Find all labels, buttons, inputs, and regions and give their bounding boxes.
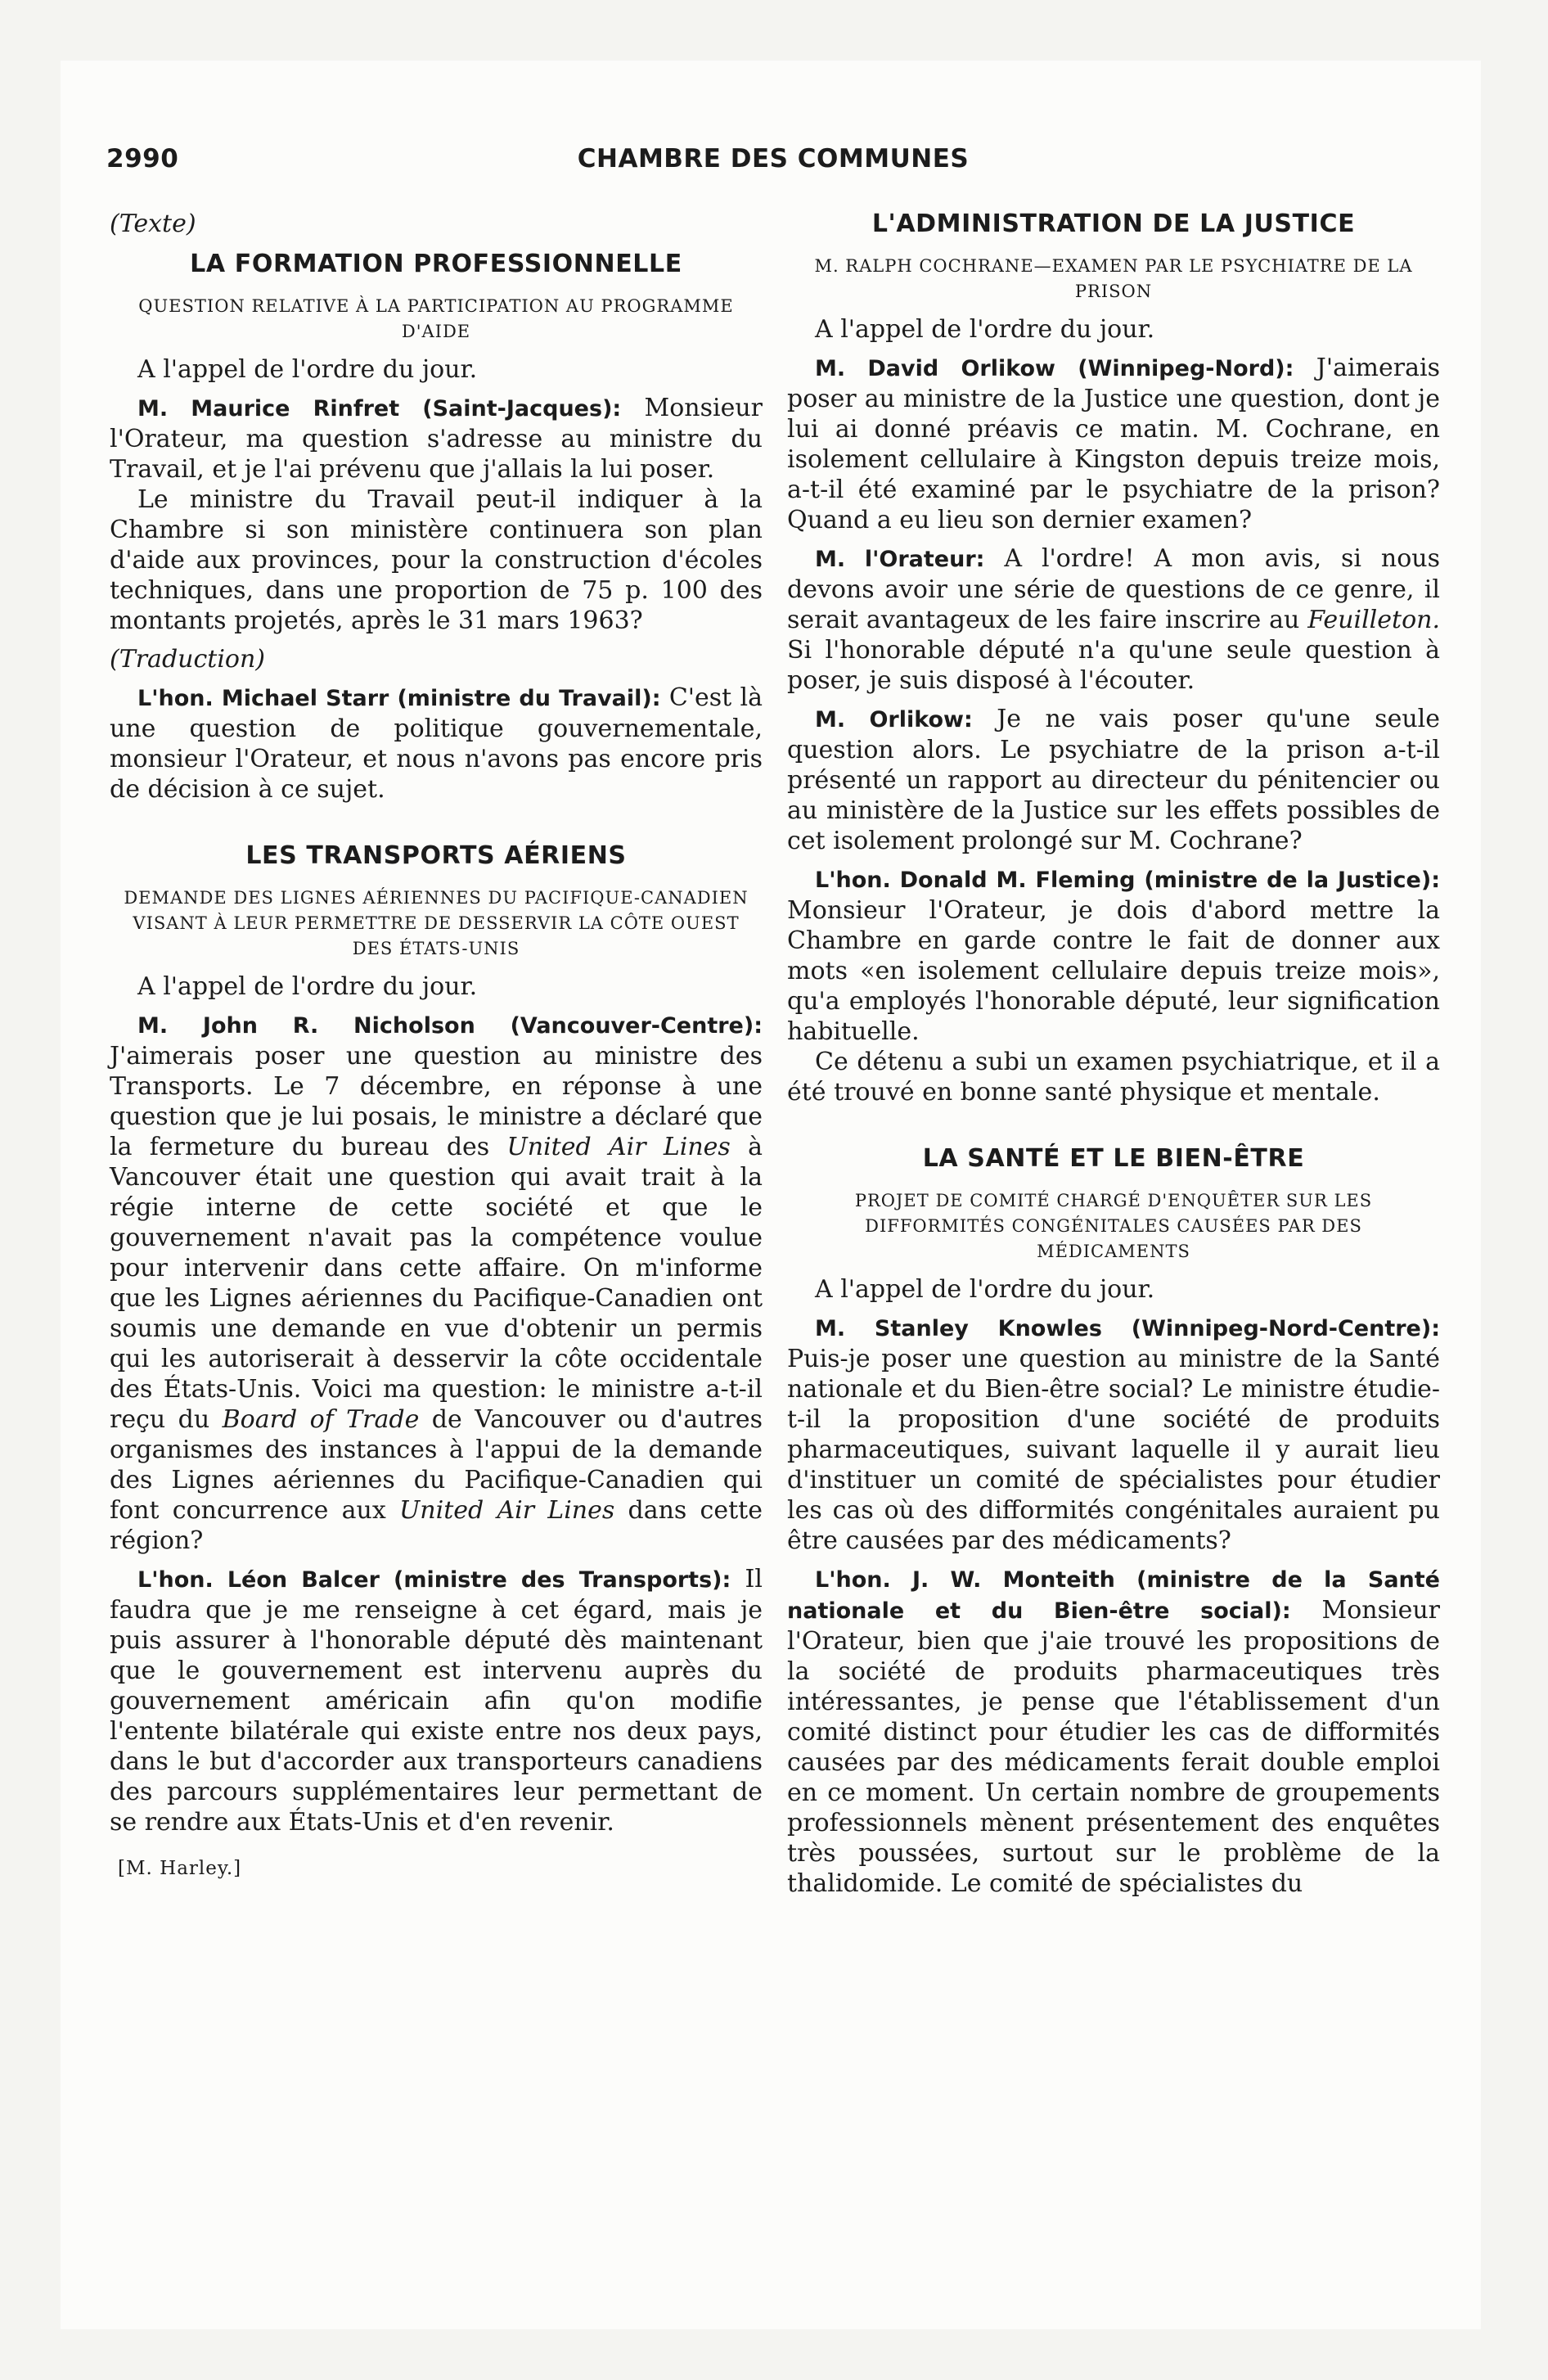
speaker-name: M. Orlikow: bbox=[815, 707, 973, 732]
left-column bbox=[110, 209, 763, 1884]
section-subheading: QUESTION RELATIVE À LA PARTICIPATION AU PROGRAMME D'AIDE bbox=[138, 296, 734, 341]
speaker-name: M. Maurice Rinfret (Saint-Jacques): bbox=[137, 396, 622, 421]
section-subheading: M. RALPH COCHRANE—EXAMEN PAR LE PSYCHIATRE DE LA PRISON bbox=[814, 256, 1413, 301]
speaker-name: L'hon. Donald M. Fleming (ministre de la Justice): bbox=[815, 868, 1440, 893]
speaker-name: M. Stanley Knowles (Winnipeg-Nord-Centre): bbox=[815, 1316, 1440, 1341]
order-call: A l'appel de l'ordre du jour. bbox=[815, 315, 1155, 344]
speaker-name: M. David Orlikow (Winnipeg-Nord): bbox=[815, 356, 1294, 381]
speech-paragraph: L'hon. Donald M. Fleming (ministre de la Justice): Monsieur l'Orateur, je dois d'abord mettre la Chambre en garde contre le fait de donner aux mots «en isolement cellulaire depuis treize mois», qu'a employés l'honorable député, leur signification habituelle. bbox=[787, 868, 1440, 1046]
language-tag: (Traduction) bbox=[110, 645, 266, 674]
right-column bbox=[787, 209, 1440, 1899]
speech-paragraph: Ce détenu a subi un examen psychiatrique, et il a été trouvé en bonne santé physique et mentale. bbox=[787, 1048, 1440, 1107]
section-subheading: DEMANDE DES LIGNES AÉRIENNES DU PACIFIQUE-CANADIEN VISANT À LEUR PERMETTRE DE DESSERVIR LA CÔTE OUEST DES ÉTATS-UNIS bbox=[124, 888, 749, 958]
order-call: A l'appel de l'ordre du jour. bbox=[815, 1275, 1155, 1304]
running-title: CHAMBRE DES COMMUNES bbox=[577, 144, 970, 174]
speaker-name: L'hon. Michael Starr (ministre du Travail): bbox=[137, 686, 661, 711]
speech-paragraph: M. John R. Nicholson (Vancouver-Centre): J'aimerais poser une question au ministre des Transports. Le 7 décembre, en réponse à une question que je lui posais, le ministre a déclaré que la fermeture du bureau des United Air Lines à Vancouver était une question qui avait trait à la régie interne de cette société et que le gouvernement n'avait pas la compétence voulue pour intervenir dans cette affaire. On m'informe que les Lignes aériennes du Pacifique-Canadien ont soumis une demande en vue d'obtenir un permis qui les autoriserait à desservir la côte occidentale des États-Unis. Voici ma question: le ministre a-t-il reçu du Board of Trade de Vancouver ou d'autres organismes des instances à l'appui de la demande des Lignes aériennes du Pacifique-Canadien qui font concurrence aux United Air Lines dans cette région? bbox=[110, 1013, 763, 1555]
page-number: 2990 bbox=[106, 144, 179, 174]
speech-paragraph: M. Maurice Rinfret (Saint-Jacques): Monsieur l'Orateur, ma question s'adresse au ministre du Travail, et je l'ai prévenu que j'allais la lui poser. bbox=[110, 394, 763, 484]
speech-paragraph: M. l'Orateur: A l'ordre! A mon avis, si nous devons avoir une série de questions de ce genre, il serait avantageux de les faire inscrire au Feuilleton. Si l'honorable député n'a qu'une seule question à poser, je suis disposé à l'écouter. bbox=[787, 544, 1441, 695]
section-heading-formation: LA FORMATION PROFESSIONNELLE bbox=[190, 250, 682, 278]
speech-paragraph: M. Stanley Knowles (Winnipeg-Nord-Centre): Puis-je poser une question au ministre de la Santé nationale et du Bien-être social? Le ministre étudie-t-il la proposition d'une société de produits pharmaceutiques, suivant laquelle il y aurait lieu d'instituer un comité de spécialistes pour étudier les cas où des difformités congénitales auraient pu être causées par des médicaments? bbox=[787, 1316, 1440, 1555]
speech-paragraph: M. David Orlikow (Winnipeg-Nord): J'aimerais poser au ministre de la Justice une question, dont je lui ai donné préavis ce matin. M. Cochrane, en isolement cellulaire à Kingston depuis treize mois, a-t-il été examiné par le psychiatre de la prison? Quand a eu lieu son dernier examen? bbox=[787, 354, 1440, 534]
speech-paragraph: L'hon. Michael Starr (ministre du Travail): C'est là une question de politique gouvernementale, monsieur l'Orateur, et nous n'avons pas encore pris de décision à ce sujet. bbox=[110, 683, 763, 804]
speaker-name: M. John R. Nicholson (Vancouver-Centre): bbox=[137, 1013, 763, 1039]
speaker-name: L'hon. Léon Balcer (ministre des Transports): bbox=[137, 1567, 731, 1593]
speaker-name: M. l'Orateur: bbox=[815, 547, 985, 572]
speech-paragraph: M. Orlikow: Je ne vais poser qu'une seule question alors. Le psychiatre de la prison a-t-il présenté un rapport au directeur du pénitencier ou au ministère de la Justice sur les effets possibles de cet isolement prolongé sur M. Cochrane? bbox=[787, 705, 1441, 855]
speech-paragraph: L'hon. Léon Balcer (ministre des Transports): Il faudra que je me renseigne à cet égard, mais je puis assurer à l'honorable député dès maintenant que le gouvernement est intervenu auprès du gouvernement américain afin qu'on modifie l'entente bilatérale qui existe entre nos deux pays, dans le but d'accorder aux transporteurs canadiens des parcours supplémentaires leur permettant de se rendre aux États-Unis et d'en revenir. bbox=[110, 1565, 763, 1837]
order-call: A l'appel de l'ordre du jour. bbox=[137, 355, 478, 384]
continuation-note: [M. Harley.] bbox=[118, 1858, 242, 1879]
section-heading-sante: LA SANTÉ ET LE BIEN-ÊTRE bbox=[922, 1144, 1305, 1173]
section-subheading: PROJET DE COMITÉ CHARGÉ D'ENQUÊTER SUR LES DIFFORMITÉS CONGÉNITALES CAUSÉES PAR DES MÉDICAMENTS bbox=[854, 1191, 1373, 1261]
page-header bbox=[106, 144, 1440, 185]
language-tag: (Texte) bbox=[110, 210, 196, 238]
order-call: A l'appel de l'ordre du jour. bbox=[137, 972, 478, 1001]
speaker-name: L'hon. J. W. Monteith (ministre de la Santé nationale et du Bien-être social): bbox=[787, 1567, 1440, 1624]
section-heading-justice: L'ADMINISTRATION DE LA JUSTICE bbox=[871, 210, 1356, 238]
section-heading-transports: LES TRANSPORTS AÉRIENS bbox=[245, 841, 627, 870]
speech-paragraph: L'hon. J. W. Monteith (ministre de la Santé nationale et du Bien-être social): Monsieur l'Orateur, bien que j'aie trouvé les propositions de la société de produits pharmaceutiques très intéressantes, je pense que l'établissement d'un comité distinct pour étudier les cas de difformités causées par des médicaments ferait double emploi en ce moment. Un certain nombre de groupements professionnels mènent présentement des enquêtes très poussées, surtout sur le problème de la thalidomide. Le comité de spécialistes du bbox=[787, 1567, 1440, 1898]
speech-paragraph: Le ministre du Travail peut-il indiquer à la Chambre si son ministère continuera son plan d'aide aux provinces, pour la construction d'écoles techniques, dans une proportion de 75 p. 100 des montants projetés, après le 31 mars 1963? bbox=[110, 485, 763, 635]
